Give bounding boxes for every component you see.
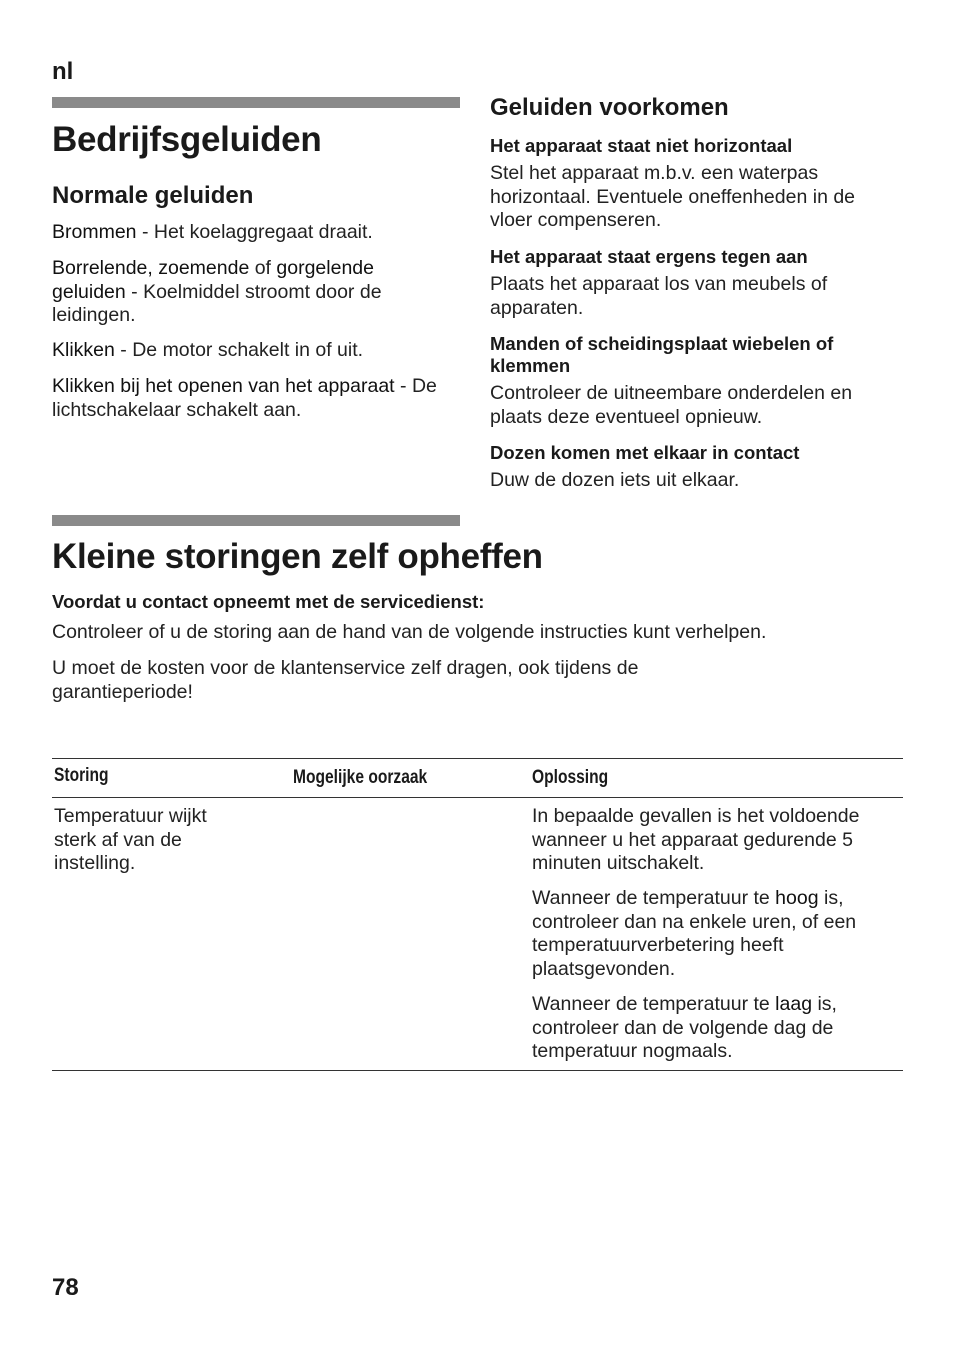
cost-notice-paragraph: U moet de kosten voor de klantenservice zelf dragen, ook tijdens de garantieperiode!: [52, 657, 639, 703]
separator: -: [136, 221, 154, 243]
noise-desc: Koelmiddel stroomt door de leidingen.: [52, 280, 382, 326]
table-header-storing: Storing: [54, 765, 109, 786]
table-cell-oplossing-2: [532, 887, 897, 981]
noise-item-borrelende: [52, 257, 442, 328]
table-header-oplossing: Oplossing: [532, 767, 609, 788]
prevention-text-2: Plaats het apparaat los van meubels of apparaten.: [490, 273, 828, 319]
solution-term-hoog: hoog: [775, 887, 819, 909]
table-header-oorzaak: Mogelijke oorzaak: [293, 767, 428, 788]
prevention-heading-1: Het apparaat staat niet horizontaal: [490, 135, 793, 156]
language-code: nl: [52, 58, 74, 85]
table-top-rule: [52, 758, 903, 759]
prevention-text-4: Duw de dozen iets uit elkaar.: [490, 469, 740, 491]
solution-term-laag: laag: [775, 993, 813, 1015]
solution-text: is, controleer dan na enkele uren, of een temperatuurverbetering heeft plaatsgevonden.: [532, 887, 857, 980]
section-title-kleine-storingen: Kleine storingen zelf opheffen: [52, 537, 543, 576]
instruction-paragraph: Controleer of u de storing aan de hand van de volgende instructies kunt verhelpen.: [52, 621, 767, 643]
prevention-text-1: Stel het apparaat m.b.v. een waterpas horizontaal. Eventuele oneffenheden in de vloer compenseren.: [490, 162, 856, 231]
noise-term: Klikken bij het openen van het apparaat: [52, 375, 395, 397]
prevention-heading-3: Manden of scheidingsplaat wiebelen of klemmen: [490, 333, 834, 376]
separator: -: [125, 280, 144, 303]
subsection-title-normale-geluiden: Normale geluiden: [52, 182, 254, 209]
section-title-bedrijfsgeluiden: Bedrijfsgeluiden: [52, 120, 322, 159]
subsection-title-geluiden-voorkomen: Geluiden voorkomen: [490, 94, 729, 121]
noise-term: gorgelende geluiden: [52, 257, 374, 303]
noise-desc: De motor schakelt in of uit.: [132, 339, 364, 361]
prevention-heading-4: Dozen komen met elkaar in contact: [490, 442, 800, 463]
connector: of: [249, 257, 277, 279]
noise-term: Brommen: [52, 221, 137, 243]
noise-desc: De lichtschakelaar schakelt aan.: [52, 375, 437, 421]
noise-item-brommen: [52, 221, 462, 245]
separator: -: [114, 339, 133, 361]
noise-term: Klikken: [52, 339, 115, 361]
page-number: 78: [52, 1274, 79, 1301]
table-cell-storing: Temperatuur wijkt sterk af van de instelling.: [54, 805, 207, 874]
table-header-rule: [52, 797, 903, 798]
section-divider-bar: [52, 515, 460, 526]
noise-desc: Het koelaggregaat draait.: [153, 221, 373, 243]
section-divider-bar: [52, 97, 460, 108]
noise-item-klikken: [52, 339, 462, 363]
table-cell-oplossing-1: In bepaalde gevallen is het voldoende wanneer u het apparaat gedurende 5 minuten uitschakelt.: [532, 805, 860, 874]
solution-text: Wanneer de temperatuur te: [532, 887, 776, 909]
noise-term: Borrelende, zoemende: [52, 257, 250, 279]
separator: -: [394, 375, 412, 397]
prevention-text-3: Controleer de uitneembare onderdelen en plaats deze eventueel opnieuw.: [490, 382, 853, 428]
noise-item-klikken-openen: [52, 375, 462, 422]
table-cell-oplossing-3: [532, 993, 897, 1064]
table-bottom-rule: [52, 1070, 903, 1071]
solution-text: Wanneer de temperatuur te: [532, 993, 776, 1015]
solution-text: is, controleer dan de volgende dag de temperatuur nogmaals.: [532, 993, 837, 1062]
service-subheading: Voordat u contact opneemt met de servicedienst:: [52, 591, 485, 612]
prevention-heading-2: Het apparaat staat ergens tegen aan: [490, 246, 808, 267]
